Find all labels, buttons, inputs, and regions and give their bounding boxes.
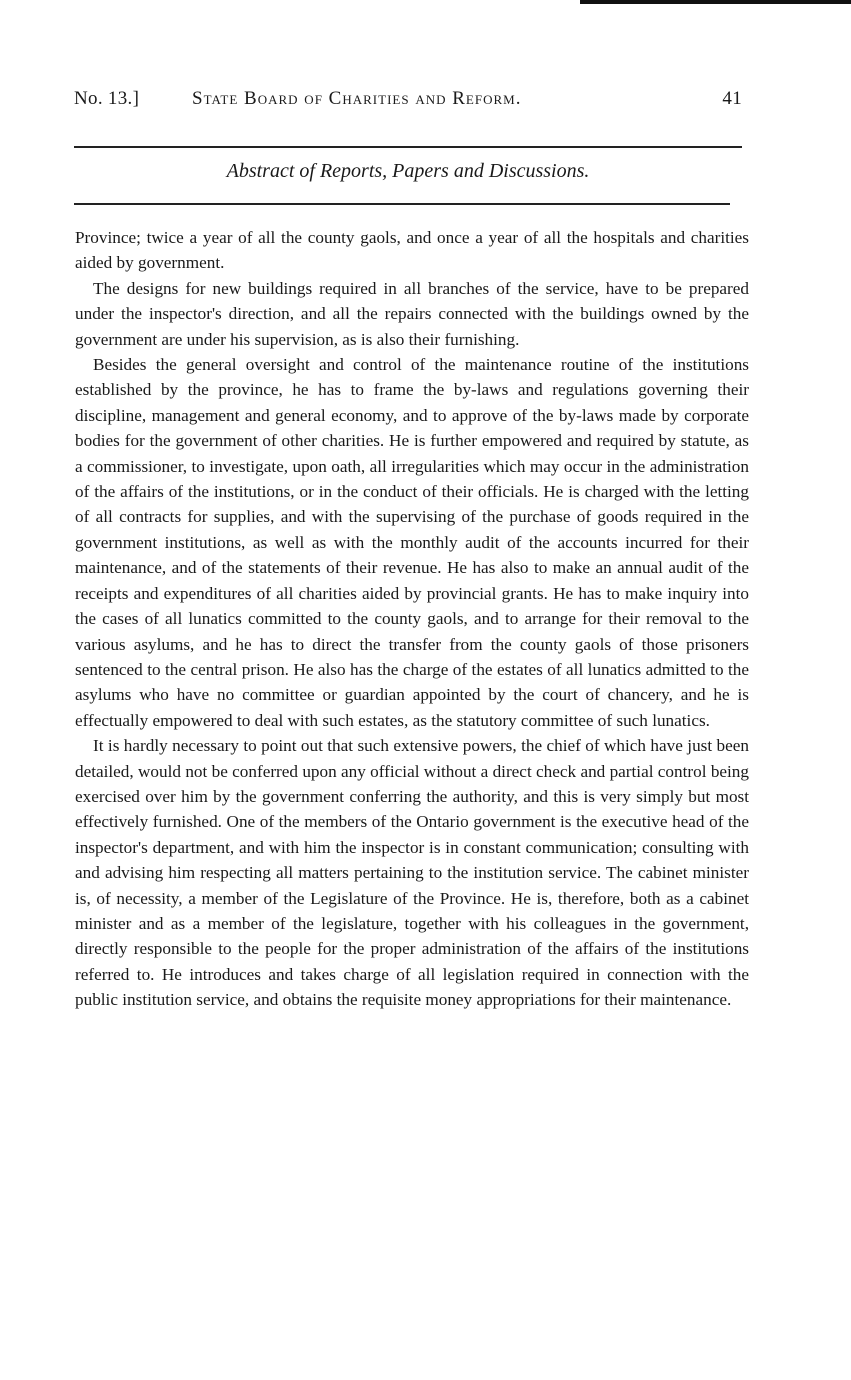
header-divider	[74, 146, 742, 148]
running-header	[74, 88, 742, 118]
paragraph-continued: Province; twice a year of all the county gaols, and once a year of all the hospitals and charities aided by government.	[75, 228, 749, 273]
issue-number: No. 13.]	[74, 88, 140, 109]
running-title: State Board of Charities and Reform.	[192, 88, 522, 109]
paragraph: Besides the general oversight and control of the maintenance routine of the institutions established by the province, he has to frame the by-laws and regulations governing their discipline, management and general economy, and to approve of the by-laws made by corporate bodies for the government of other charities. He is further empowered and required by statute, as a commissioner, to investigate, upon oath, all irregularities which may occur in the administration of the affairs of the institutions, or in the conduct of their officials. He is charged with the letting of all contracts for supplies, and with the supervising of the purchase of goods required in the government institutions, as well as with the monthly audit of the accounts incurred for their maintenance, and of the statements of their revenue. He has also to make an annual audit of the receipts and expenditures of all charities aided by provincial grants. He has to make inquiry into the cases of all lunatics committed to the county gaols, and to arrange for their removal to the various asylums, and he has to direct the transfer from the county gaols of those prisoners sentenced to the central prison. He also has the charge of the estates of all lunatics admitted to the asylums who have no committee or guardian appointed by the court of chancery, and he is effectually empowered to deal with such estates, as the statutory committee of such lunatics.	[75, 355, 749, 730]
body-text	[75, 225, 749, 1013]
paragraph: The designs for new buildings required in all branches of the service, have to be prepared under the inspector's direction, and all the repairs connected with the buildings owned by the government are under his supervision, as is also their furnishing.	[75, 278, 749, 349]
paragraph: It is hardly necessary to point out that such extensive powers, the chief of which have just been detailed, would not be conferred upon any official without a direct check and partial control being exercised over him by the government conferring the authority, and this is very simply but most effectively furnished. One of the members of the Ontario government is the executive head of the inspector's department, and with him the inspector is in constant communication; consulting with and advising him respecting all matters pertaining to the institution service. The cabinet minister is, of necessity, a member of the Legislature of the Province. He is, therefore, both as a cabinet minister and as a member of the legislature, together with his colleagues in the government, directly responsible to the people for the proper administration of the affairs of the institutions referred to. He introduces and takes charge of all legislation required in connection with the public institution service, and obtains the requisite money appropriations for their maintenance.	[75, 736, 749, 1010]
top-edge-rule	[580, 0, 851, 4]
page-number: 41	[722, 88, 742, 109]
subtitle-divider	[74, 203, 730, 205]
section-subtitle: Abstract of Reports, Papers and Discussions.	[226, 160, 590, 182]
